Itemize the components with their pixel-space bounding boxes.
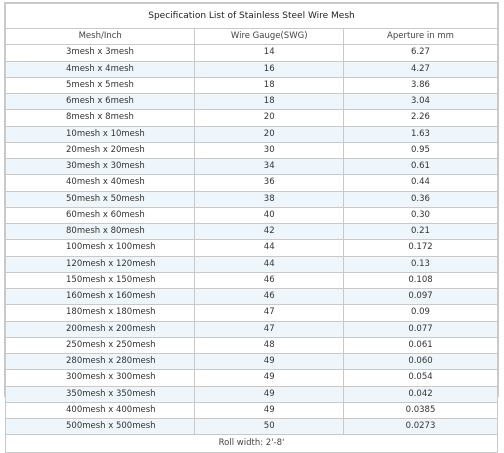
wire-gauge-cell: 38 [195, 191, 344, 207]
table-row [6, 45, 498, 61]
mesh-cell: 60mesh x 60mesh [6, 207, 195, 223]
table-row [6, 289, 498, 305]
aperture-cell: 1.63 [343, 126, 497, 142]
table-row [6, 142, 498, 158]
wire-gauge-cell: 18 [195, 77, 344, 93]
mesh-cell: 20mesh x 20mesh [6, 142, 195, 158]
wire-gauge-cell: 14 [195, 45, 344, 61]
table-row [6, 126, 498, 142]
table-row [6, 337, 498, 353]
aperture-cell: 4.27 [343, 61, 497, 77]
aperture-cell: 0.09 [343, 305, 497, 321]
roll-width-note: Roll width: 2'-8' [6, 435, 498, 453]
table-row [6, 224, 498, 240]
table-body [6, 45, 498, 435]
mesh-cell: 350mesh x 350mesh [6, 386, 195, 402]
table-row [6, 354, 498, 370]
wire-gauge-cell: 40 [195, 207, 344, 223]
mesh-cell: 250mesh x 250mesh [6, 337, 195, 353]
wire-gauge-cell: 16 [195, 61, 344, 77]
aperture-cell: 0.108 [343, 272, 497, 288]
mesh-cell: 180mesh x 180mesh [6, 305, 195, 321]
wire-gauge-cell: 18 [195, 94, 344, 110]
wire-gauge-cell: 42 [195, 224, 344, 240]
header-aperture: Aperture in mm [343, 29, 497, 45]
aperture-cell: 0.36 [343, 191, 497, 207]
table-row [6, 191, 498, 207]
wire-gauge-cell: 44 [195, 256, 344, 272]
mesh-cell: 80mesh x 80mesh [6, 224, 195, 240]
wire-gauge-cell: 48 [195, 337, 344, 353]
table-row [6, 61, 498, 77]
mesh-cell: 8mesh x 8mesh [6, 110, 195, 126]
table-row [6, 305, 498, 321]
wire-gauge-cell: 49 [195, 386, 344, 402]
aperture-cell: 0.097 [343, 289, 497, 305]
aperture-cell: 2.26 [343, 110, 497, 126]
table-row [6, 370, 498, 386]
wire-gauge-cell: 49 [195, 354, 344, 370]
header-wire-gauge: Wire Gauge(SWG) [195, 29, 344, 45]
header-mesh: Mesh/Inch [6, 29, 195, 45]
aperture-cell: 0.172 [343, 240, 497, 256]
table-row [6, 240, 498, 256]
mesh-cell: 3mesh x 3mesh [6, 45, 195, 61]
mesh-cell: 150mesh x 150mesh [6, 272, 195, 288]
wire-gauge-cell: 50 [195, 419, 344, 435]
wire-gauge-cell: 44 [195, 240, 344, 256]
wire-gauge-cell: 30 [195, 142, 344, 158]
aperture-cell: 0.060 [343, 354, 497, 370]
aperture-cell: 0.30 [343, 207, 497, 223]
table-header-row [6, 29, 498, 45]
wire-gauge-cell: 36 [195, 175, 344, 191]
table-row [6, 94, 498, 110]
wire-gauge-cell: 47 [195, 305, 344, 321]
wire-gauge-cell: 49 [195, 370, 344, 386]
mesh-cell: 4mesh x 4mesh [6, 61, 195, 77]
table-row [6, 272, 498, 288]
aperture-cell: 6.27 [343, 45, 497, 61]
wire-gauge-cell: 34 [195, 159, 344, 175]
table-row [6, 77, 498, 93]
mesh-cell: 100mesh x 100mesh [6, 240, 195, 256]
wire-gauge-cell: 20 [195, 110, 344, 126]
table-row [6, 402, 498, 418]
spec-table-frame [4, 2, 499, 449]
spec-table [5, 3, 498, 453]
wire-gauge-cell: 46 [195, 272, 344, 288]
wire-gauge-cell: 49 [195, 402, 344, 418]
aperture-cell: 0.0385 [343, 402, 497, 418]
aperture-cell: 0.21 [343, 224, 497, 240]
aperture-cell: 0.061 [343, 337, 497, 353]
mesh-cell: 5mesh x 5mesh [6, 77, 195, 93]
mesh-cell: 120mesh x 120mesh [6, 256, 195, 272]
table-row [6, 159, 498, 175]
mesh-cell: 40mesh x 40mesh [6, 175, 195, 191]
table-title-row [6, 4, 498, 29]
aperture-cell: 0.0273 [343, 419, 497, 435]
table-row [6, 256, 498, 272]
aperture-cell: 3.04 [343, 94, 497, 110]
aperture-cell: 0.042 [343, 386, 497, 402]
mesh-cell: 30mesh x 30mesh [6, 159, 195, 175]
table-row [6, 175, 498, 191]
wire-gauge-cell: 46 [195, 289, 344, 305]
mesh-cell: 10mesh x 10mesh [6, 126, 195, 142]
aperture-cell: 0.054 [343, 370, 497, 386]
table-footer-row [6, 435, 498, 453]
table-title: Specification List of Stainless Steel Wire Mesh [6, 4, 498, 29]
wire-gauge-cell: 20 [195, 126, 344, 142]
mesh-cell: 6mesh x 6mesh [6, 94, 195, 110]
mesh-cell: 300mesh x 300mesh [6, 370, 195, 386]
mesh-cell: 280mesh x 280mesh [6, 354, 195, 370]
aperture-cell: 0.61 [343, 159, 497, 175]
table-row [6, 207, 498, 223]
table-row [6, 321, 498, 337]
mesh-cell: 500mesh x 500mesh [6, 419, 195, 435]
aperture-cell: 0.13 [343, 256, 497, 272]
mesh-cell: 200mesh x 200mesh [6, 321, 195, 337]
mesh-cell: 400mesh x 400mesh [6, 402, 195, 418]
table-row [6, 419, 498, 435]
wire-gauge-cell: 47 [195, 321, 344, 337]
aperture-cell: 0.077 [343, 321, 497, 337]
aperture-cell: 0.44 [343, 175, 497, 191]
aperture-cell: 3.86 [343, 77, 497, 93]
aperture-cell: 0.95 [343, 142, 497, 158]
mesh-cell: 50mesh x 50mesh [6, 191, 195, 207]
mesh-cell: 160mesh x 160mesh [6, 289, 195, 305]
table-row [6, 110, 498, 126]
